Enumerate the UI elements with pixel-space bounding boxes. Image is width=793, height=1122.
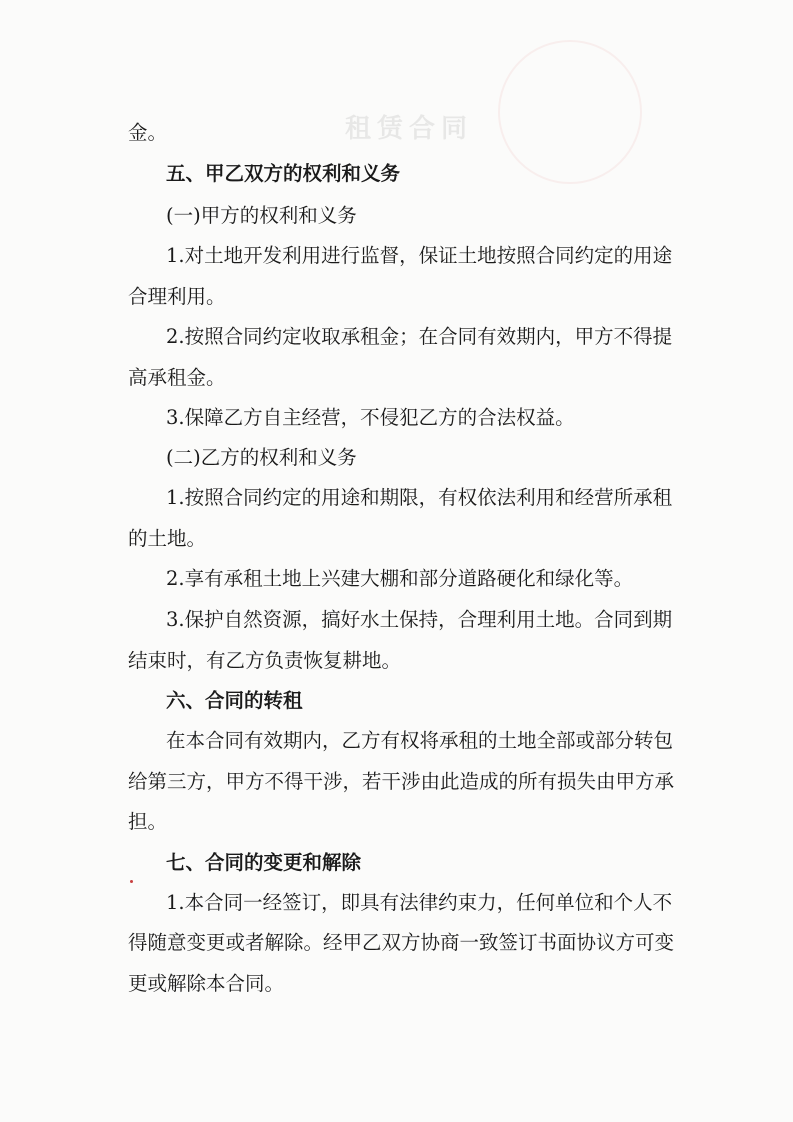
bleed-through-title: 租赁合同 <box>345 114 474 144</box>
section-heading-6: 六、合同的转租 <box>166 689 303 712</box>
red-ink-dot <box>130 880 133 883</box>
text-line: 2.享有承租土地上兴建大棚和部分道路硬化和绿化等。 <box>166 567 634 590</box>
text-line: 3.保障乙方自主经营，不侵犯乙方的合法权益。 <box>166 406 575 429</box>
text-line: 结束时，有乙方负责恢复耕地。 <box>128 649 402 672</box>
subsection-heading-b: (二)乙方的权利和义务 <box>166 446 357 469</box>
section-heading-5: 五、甲乙双方的权利和义务 <box>166 162 401 185</box>
text-line: 高承租金。 <box>128 366 226 389</box>
text-line: 1.按照合同约定的用途和期限，有权依法利用和经营所承租 <box>166 486 673 509</box>
text-line: 2.按照合同约定收取承租金；在合同有效期内，甲方不得提 <box>166 325 673 348</box>
text-line: 给第三方，甲方不得干涉，若干涉由此造成的所有损失由甲方承 <box>128 770 675 793</box>
text-line: 得随意变更或者解除。经甲乙双方协商一致签订书面协议方可变 <box>128 931 675 954</box>
section-heading-7: 七、合同的变更和解除 <box>166 851 362 874</box>
text-line: 金。 <box>128 121 168 144</box>
text-line: 合理利用。 <box>128 285 226 308</box>
text-line: 1.本合同一经签订，即具有法律约束力，任何单位和个人不 <box>166 891 673 914</box>
text-line: 的土地。 <box>128 527 207 550</box>
text-line: 在本合同有效期内，乙方有权将承租的土地全部或部分转包 <box>166 729 674 752</box>
text-line: 更或解除本合同。 <box>128 972 285 995</box>
text-line: 担。 <box>128 810 168 833</box>
subsection-heading-a: (一)甲方的权利和义务 <box>166 204 357 227</box>
text-line: 3.保护自然资源，搞好水土保持，合理利用土地。合同到期 <box>166 608 673 631</box>
text-line: 1.对土地开发利用进行监督，保证土地按照合同约定的用途 <box>166 244 673 267</box>
